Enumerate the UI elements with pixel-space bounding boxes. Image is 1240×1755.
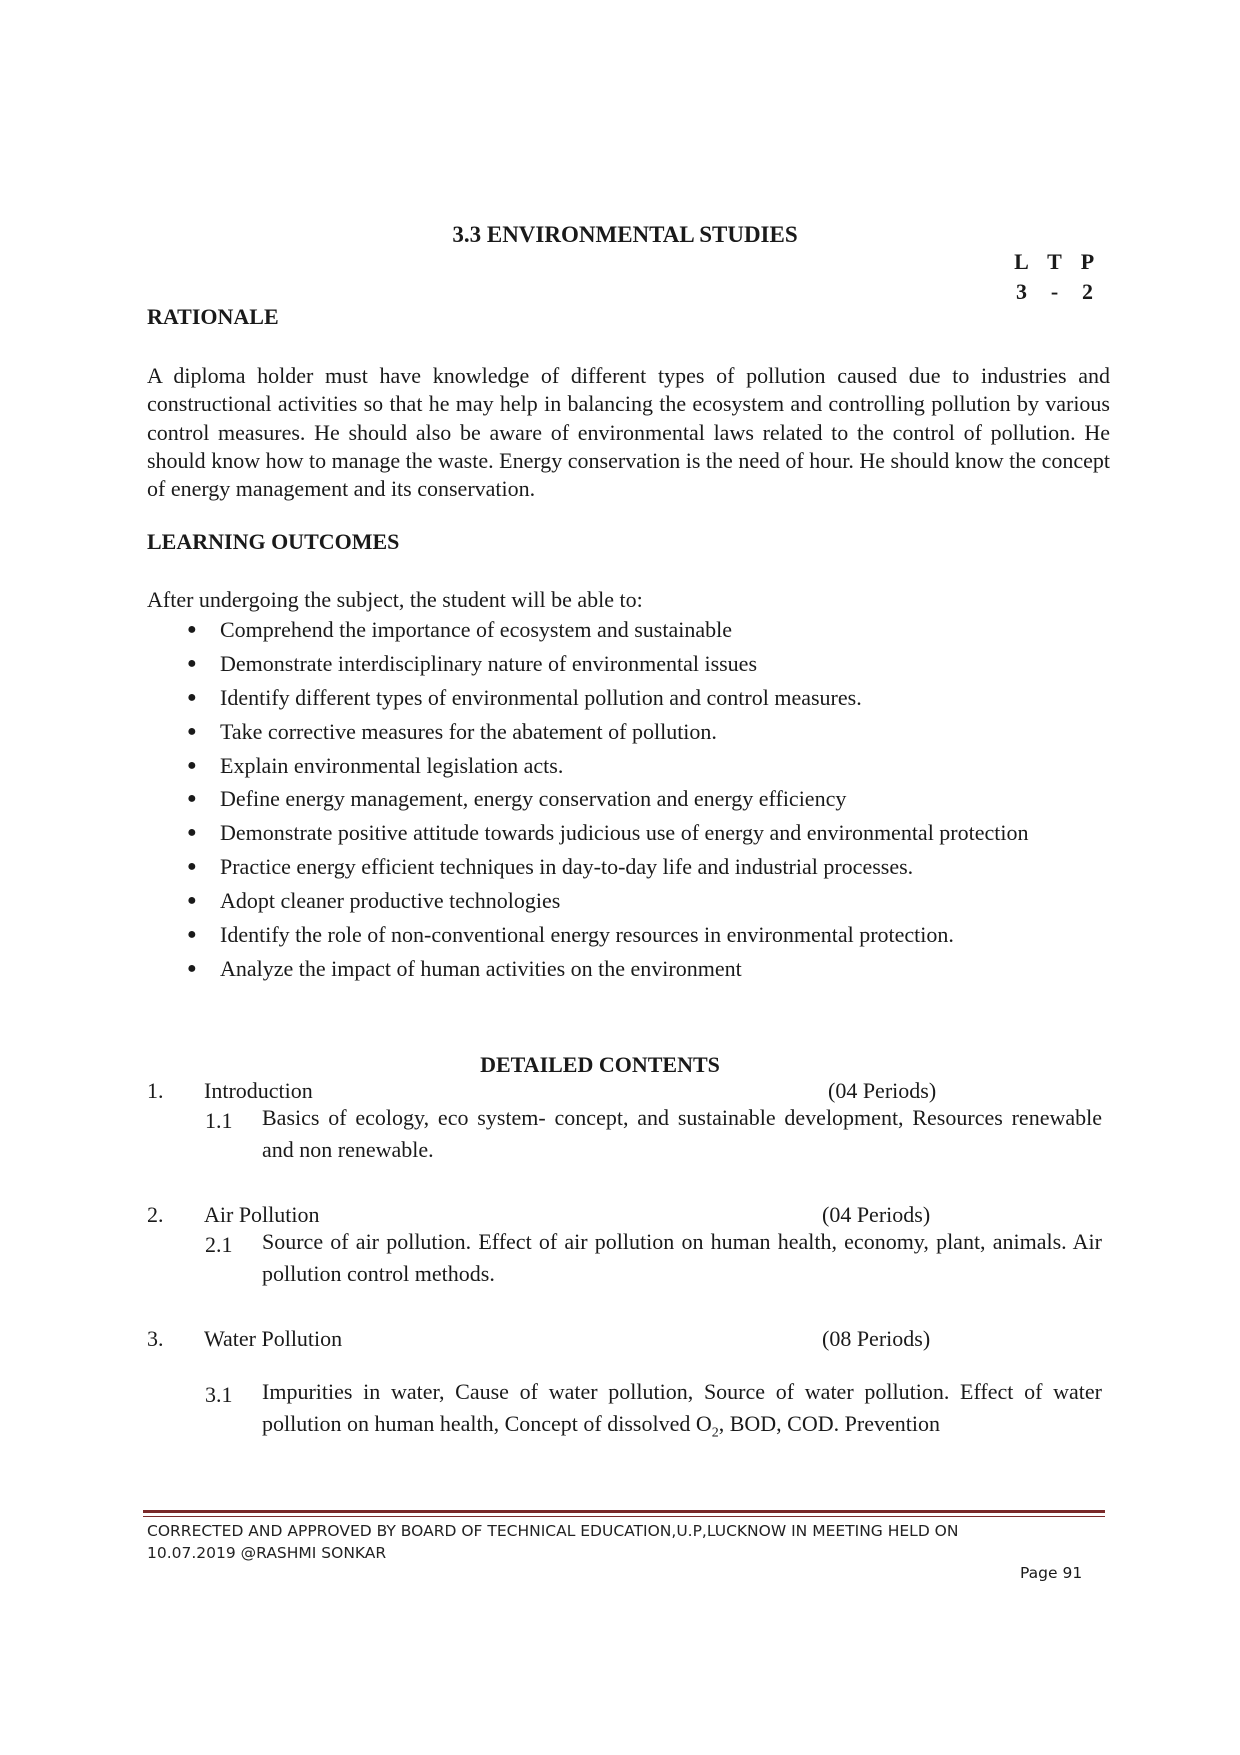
page-number: Page 91 <box>1020 1564 1083 1582</box>
ltp-value-t: - <box>1050 279 1059 304</box>
bullet-icon: ● <box>187 688 197 706</box>
section-periods: (04 Periods) <box>828 1078 937 1103</box>
footer-divider <box>143 1510 1105 1513</box>
footer-line-1: CORRECTED AND APPROVED BY BOARD OF TECHNICAL EDUCATION,U.P,LUCKNOW IN MEETING HELD ON <box>147 1522 959 1540</box>
bullet-icon: ● <box>187 790 197 808</box>
ltp-header-l: L <box>1014 249 1029 274</box>
section-periods: (04 Periods) <box>822 1202 931 1227</box>
ltp-header-t: T <box>1047 249 1062 274</box>
list-item: ● Take corrective measures for the abatement of pollution. <box>147 716 1102 748</box>
list-item: ● Demonstrate interdisciplinary nature of environmental issues <box>147 648 1102 680</box>
list-item: ● Identify the role of non-conventional energy resources in environmental protection. <box>147 919 1102 951</box>
bullet-icon: ● <box>187 926 197 944</box>
section-title: Air Pollution <box>204 1202 320 1227</box>
footer-text <box>147 1520 1107 1564</box>
subsection-text: Source of air pollution. Effect of air pollution on human health, economy, plant, animals. Air pollution control methods. <box>262 1229 1102 1286</box>
list-item: ● Adopt cleaner productive technologies <box>147 885 1102 917</box>
footer-line-2: 10.07.2019 @RASHMI SONKAR <box>147 1544 387 1562</box>
bullet-icon: ● <box>187 824 197 842</box>
learning-outcomes-heading: LEARNING OUTCOMES <box>147 529 400 554</box>
bullet-icon: ● <box>187 756 197 774</box>
rationale-heading: RATIONALE <box>147 304 279 329</box>
list-item: ● Identify different types of environmental pollution and control measures. <box>147 682 1102 714</box>
section-periods: (08 Periods) <box>822 1326 931 1351</box>
ltp-header-p: P <box>1080 249 1095 274</box>
list-item: ● Define energy management, energy conservation and energy efficiency <box>147 783 1102 815</box>
subsection-number: 3.1 <box>205 1382 233 1407</box>
bullet-icon: ● <box>187 621 197 638</box>
learning-outcomes-list <box>147 614 1102 987</box>
learning-outcomes-intro: After undergoing the subject, the student will be able to: <box>147 587 643 612</box>
section-number: 2. <box>147 1202 164 1227</box>
ltp-header-row <box>1005 249 1105 275</box>
list-item: ● Demonstrate positive attitude towards judicious use of energy and environmental protection <box>147 817 1102 849</box>
ltp-value-p: 2 <box>1082 279 1093 304</box>
subsection-number: 2.1 <box>205 1232 233 1257</box>
bullet-icon: ● <box>187 959 197 977</box>
subsection-text: Impurities in water, Cause of water pollution, Source of water pollution. Effect of water pollution on human health, Concept of dissolved $O_2$, BOD, COD. Prevention <box>262 1379 1102 1440</box>
bullet-icon: ● <box>187 892 197 910</box>
footer-divider-thin <box>143 1516 1105 1517</box>
subsection-number: 1.1 <box>205 1108 233 1133</box>
detailed-contents-heading: DETAILED CONTENTS <box>480 1052 720 1077</box>
section-title: Introduction <box>204 1078 313 1103</box>
ltp-value-row <box>1005 279 1105 305</box>
bullet-icon: ● <box>187 722 197 740</box>
list-item: ● Analyze the impact of human activities on the environment <box>147 953 1102 985</box>
page-title: 3.3 ENVIRONMENTAL STUDIES <box>452 222 798 247</box>
section-number: 1. <box>147 1078 164 1103</box>
bullet-icon: ● <box>187 654 197 672</box>
section-title: Water Pollution <box>204 1326 343 1351</box>
list-item: ● Comprehend the importance of ecosystem and sustainable <box>147 614 1102 646</box>
list-item: ● Explain environmental legislation acts. <box>147 750 1102 782</box>
rationale-text: A diploma holder must have knowledge of different types of pollution caused due to industries and constructional activities so that he may help in balancing the ecosystem and controlling pollution by various control measures. He should also be aware of environmental laws related to the control of pollution. He should know how to manage the waste. Energy conservation is the need of hour. He should know the concept of energy management and its conservation. <box>147 363 1110 502</box>
ltp-value-l: 3 <box>1016 279 1027 304</box>
list-item: ● Practice energy efficient techniques in day-to-day life and industrial processes. <box>147 851 1102 883</box>
subsection-text: Basics of ecology, eco system- concept, and sustainable development, Resources renewable and non renewable. <box>262 1105 1102 1162</box>
bullet-icon: ● <box>187 858 197 876</box>
section-number: 3. <box>147 1326 164 1351</box>
